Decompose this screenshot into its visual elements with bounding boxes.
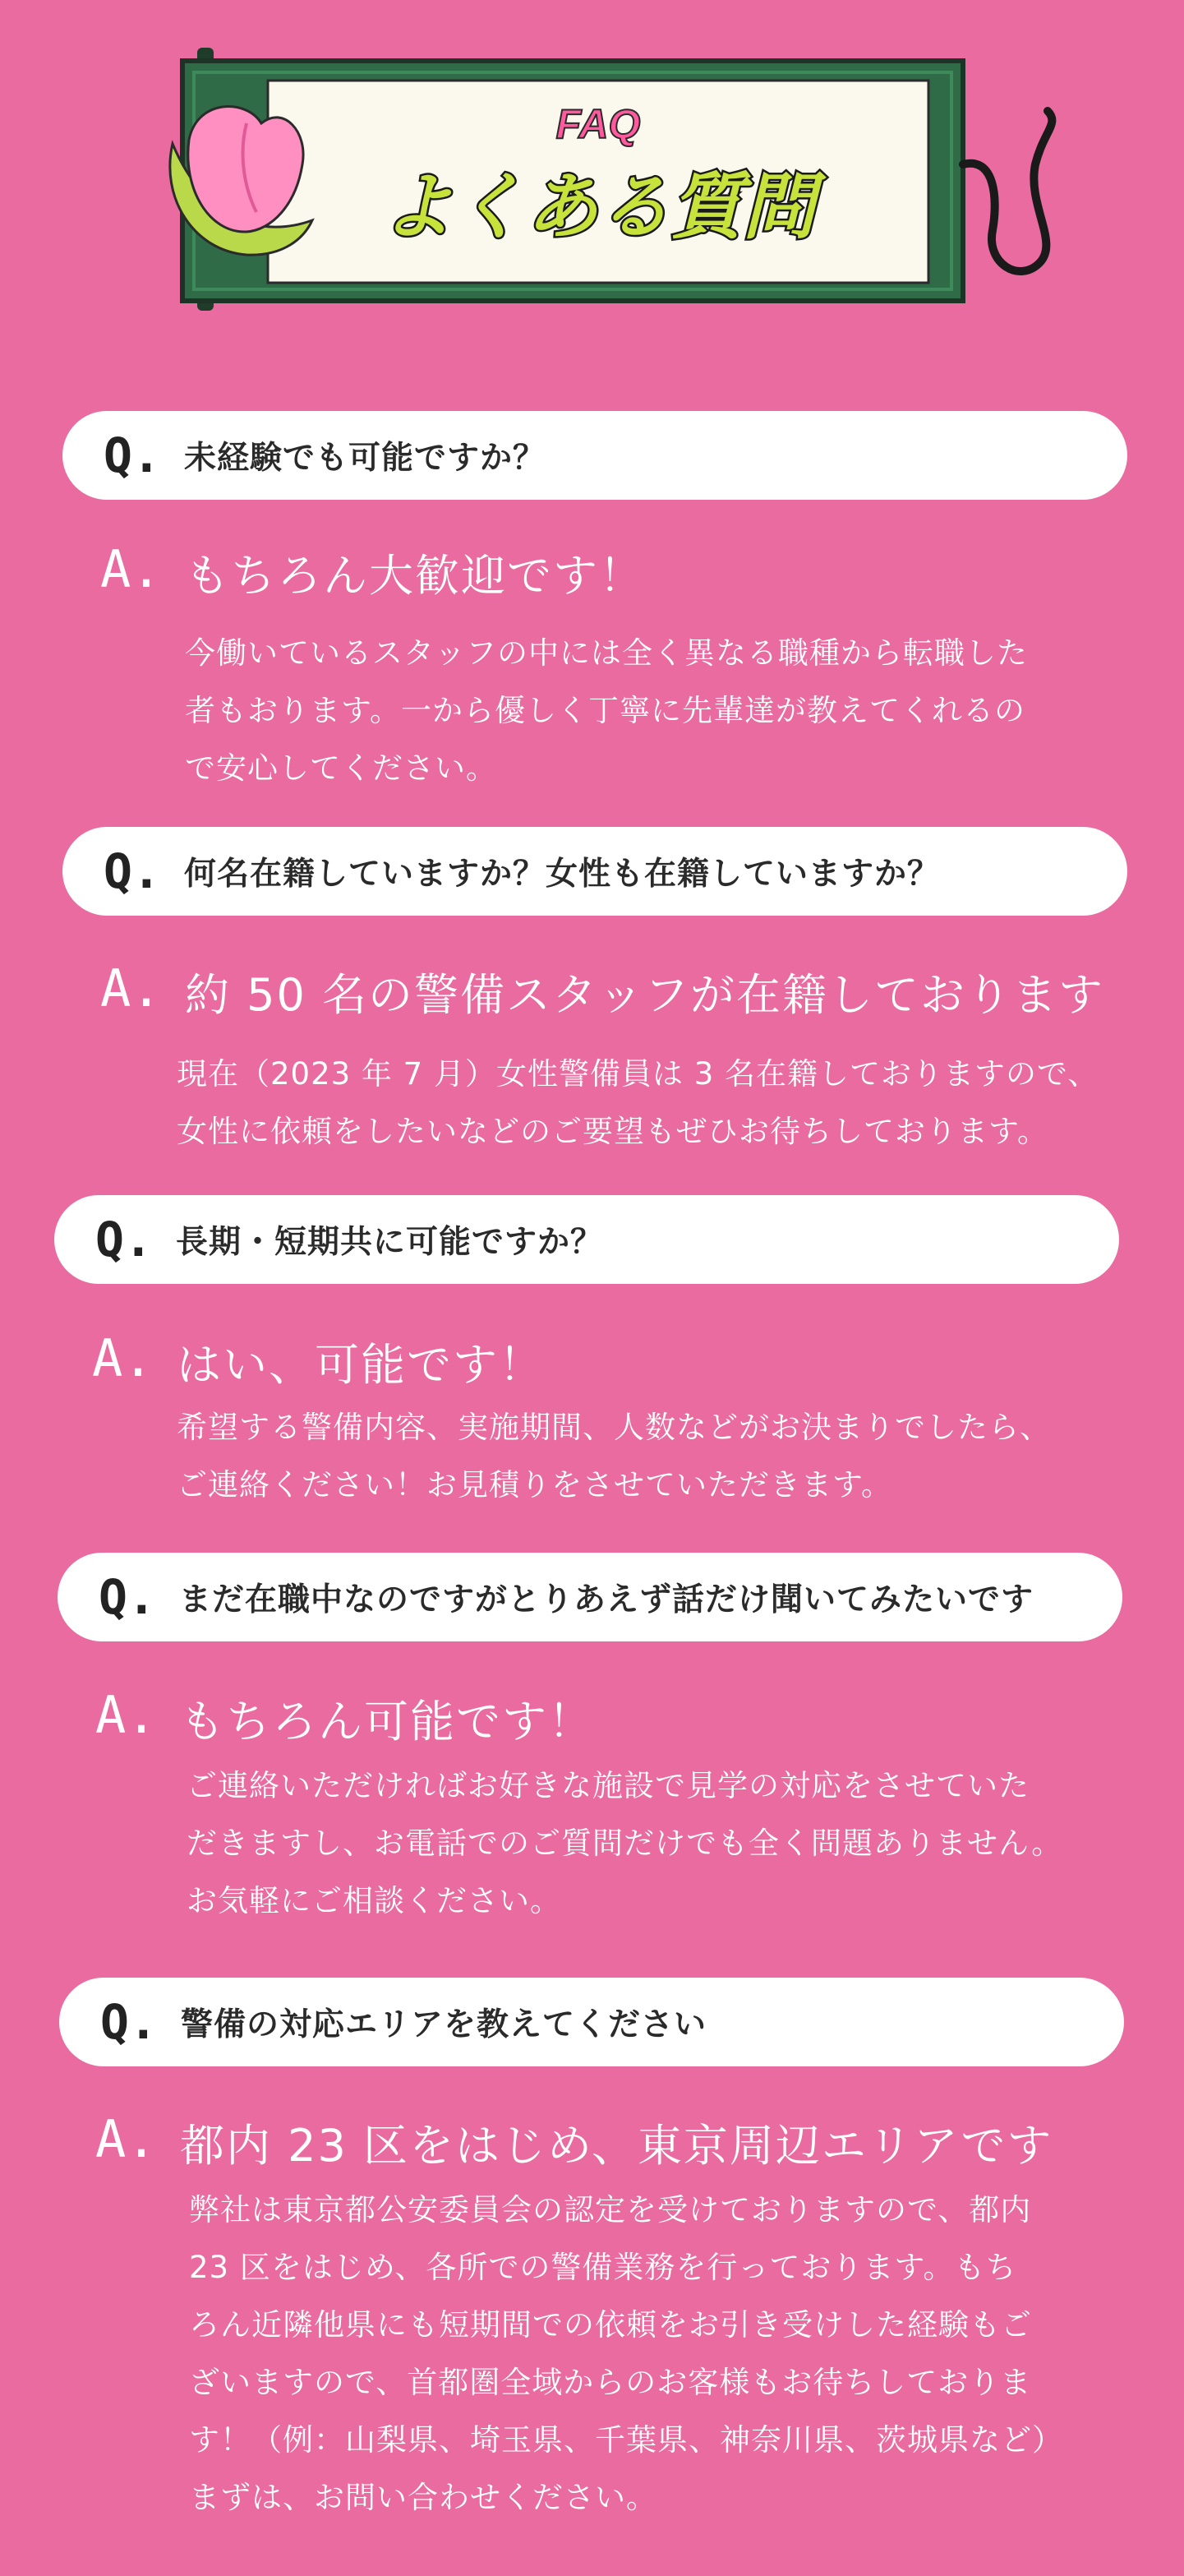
answer-heading: はい、可能です！ — [177, 1339, 545, 1391]
answer-heading: 約 50 名の警備スタッフが在籍しております — [185, 969, 1105, 1021]
answer-body: ご連絡いただければお好きな施設で見学の対応をさせていた だきますし、お電話でのご質問だけでも全く問題ありません。 お気軽にご相談ください。 — [187, 1768, 1063, 1918]
question-mark: Q. — [100, 1994, 158, 2050]
question-text: 何名在籍していますか？女性も在籍していますか？ — [184, 856, 941, 893]
answer-heading: 都内 23 区をはじめ、東京周辺エリアです — [180, 2120, 1053, 2172]
question-mark: Q. — [104, 843, 161, 899]
faq-question-5 — [59, 1978, 1124, 2066]
answer-heading: もちろん大歓迎です！ — [185, 550, 645, 602]
answer-body: 希望する警備内容、実施期間、人数などがお決まりでしたら、 ご連絡ください！お見積りをさせていただきます。 — [177, 1410, 1051, 1503]
answer-mark: A. — [100, 539, 162, 599]
answer-mark: A. — [92, 1328, 154, 1388]
faq-question-2 — [62, 827, 1127, 916]
answer-body: 今働いているスタッフの中には全く異なる職種から転職した 者もおります。一から優しく丁寧に先輩達が教えてくれるの で安心してください。 — [185, 635, 1028, 786]
faq-label: FAQ — [555, 101, 641, 147]
faq-question-1 — [62, 411, 1127, 500]
faq-banner — [0, 0, 1184, 329]
answer-mark: A. — [95, 2109, 157, 2169]
question-mark: Q. — [99, 1569, 156, 1625]
faq-question-4 — [58, 1553, 1122, 1641]
question-mark: Q. — [104, 427, 161, 483]
answer-body: 弊社は東京都公安委員会の認定を受けておりますので、都内 23 区をはじめ、各所での警備業務を行っております。もち ろん近隣他県にも短期間での依頼をお引き受けした経験もご ざいますので、首都圏全域からのお客様もお待ちしておりま す！（例：山梨県、埼玉県、千葉県、神奈川県、茨城県など） まずは、お問い合わせください。 — [189, 2192, 1063, 2515]
question-text: 警備の対応エリアを教えてください — [181, 2006, 707, 2043]
answer-mark: A. — [95, 1685, 157, 1745]
answer-mark: A. — [100, 958, 162, 1018]
answer-heading: もちろん可能です！ — [180, 1696, 594, 1747]
faq-title: よくある質問 — [380, 164, 816, 249]
faq-question-3 — [54, 1195, 1119, 1284]
question-text: 未経験でも可能ですか？ — [184, 440, 546, 477]
question-text: 長期・短期共に可能ですか？ — [176, 1224, 604, 1261]
answer-body: 現在（2023 年 7 月）女性警備員は 3 名在籍しておりますので、 女性に依頼をしたいなどのご要望もぜひお待ちしております。 — [177, 1056, 1099, 1149]
question-text: まだ在職中なのですがとりあえず話だけ聞いてみたいです — [179, 1581, 1034, 1618]
scroll-string — [963, 111, 1052, 271]
question-mark: Q. — [95, 1212, 153, 1267]
